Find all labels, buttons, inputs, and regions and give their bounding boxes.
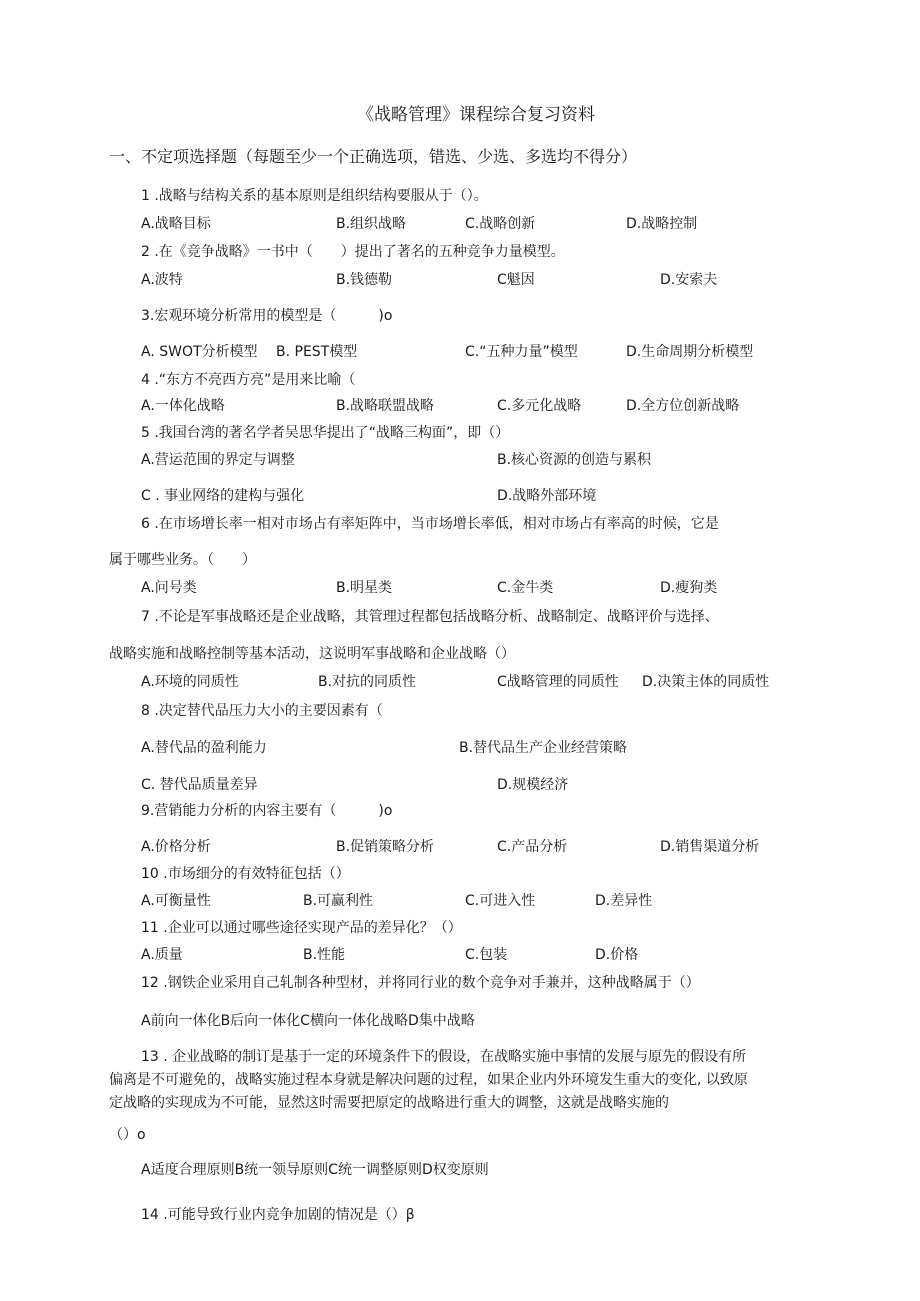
doc-title: 《战略管理》课程综合复习资料 xyxy=(357,105,595,125)
q2-option-b: B.钱德勒 xyxy=(336,272,393,288)
q7-option-b: B.对抗的同质性 xyxy=(318,674,417,690)
q9-option-b: B.促销策略分析 xyxy=(336,839,435,855)
q12-options: A前向一体化B后向一体化C横向一体化战略D集中战略 xyxy=(141,1013,475,1029)
q10-option-c: C.可进入性 xyxy=(465,893,536,909)
q9-option-c: C.产品分析 xyxy=(497,839,568,855)
question-6-stem-cont: 属于哪些业务。（ ） xyxy=(109,552,256,568)
question-10-stem: 10 .市场细分的有效特征包括（） xyxy=(141,866,350,882)
q10-option-d: D.差异性 xyxy=(595,893,653,909)
question-11-stem: 11 .企业可以通过哪些途径实现产品的差异化？（） xyxy=(141,920,462,936)
q11-option-d: D.价格 xyxy=(595,947,639,963)
q8-option-b: B.替代品生产企业经营策略 xyxy=(459,740,628,756)
question-8-stem: 8 .决定替代品压力大小的主要因素有（ xyxy=(141,703,383,719)
q3-option-c: C.“五种力量”模型 xyxy=(465,344,578,360)
q7-option-c: C战略管理的同质性 xyxy=(497,674,619,690)
question-9-stem: 9.营销能力分析的内容主要有（ )o xyxy=(141,803,393,819)
question-6-stem: 6 .在市场增长率一相对市场占有率矩阵中，当市场增长率低，相对市场占有率高的时候，它是 xyxy=(141,516,719,532)
q11-option-b: B.性能 xyxy=(303,947,346,963)
q1-option-a: A.战略目标 xyxy=(141,216,211,232)
q4-option-b: B.战略联盟战略 xyxy=(336,398,435,414)
q10-option-a: A.可衡量性 xyxy=(141,893,211,909)
q9-option-d: D.销售渠道分析 xyxy=(660,839,760,855)
section-heading: 一、不定项选择题（每题至少一个正确选项，错选、少选、多选均不得分） xyxy=(109,147,638,166)
q5-option-d: D.战略外部环境 xyxy=(497,488,597,504)
q8-option-d: D.规模经济 xyxy=(497,777,569,793)
question-2-stem: 2 .在《竞争战略》一书中（ ）提出了著名的五种竞争力量模型。 xyxy=(141,244,565,260)
question-12-stem: 12 .钢铁企业采用自己轧制各种型材，并将同行业的数个竞争对手兼并，这种战略属于（） xyxy=(141,975,700,991)
question-4-stem: 4 .“东方不亮西方亮”是用来比喻（ xyxy=(141,372,356,388)
q5-option-a: A.营运范围的界定与调整 xyxy=(141,452,295,468)
question-13-stem-cont2: 定战略的实现成为不可能，显然这时需要把原定的战略进行重大的调整，这就是战略实施的 xyxy=(109,1095,669,1111)
q11-option-c: C.包装 xyxy=(465,947,508,963)
q1-option-d: D.战略控制 xyxy=(626,216,698,232)
q13-options: A适度合理原则B统一领导原则C统一调整原则D权变原则 xyxy=(141,1162,489,1178)
question-14-stem: 14 .可能导致行业内竞争加剧的情况是（）β xyxy=(141,1207,415,1223)
q2-option-a: A.波特 xyxy=(141,272,183,288)
question-5-stem: 5 .我国台湾的著名学者吴思华提出了“战略三构面”，即（） xyxy=(141,425,510,441)
q6-option-b: B.明星类 xyxy=(336,580,393,596)
q1-option-c: C.战略创新 xyxy=(465,216,536,232)
q8-option-c: C. 替代品质量差异 xyxy=(141,777,258,793)
question-13-stem-cont3: （）o xyxy=(109,1127,146,1143)
question-3-stem: 3.宏观环境分析常用的模型是（ )o xyxy=(141,308,393,324)
q4-option-c: C.多元化战略 xyxy=(497,398,582,414)
q5-option-b: B.核心资源的创造与累积 xyxy=(497,452,652,468)
q3-option-b: B. PEST模型 xyxy=(276,344,358,360)
q2-option-c: C魁因 xyxy=(497,272,535,288)
q4-option-d: D.全方位创新战略 xyxy=(626,398,740,414)
q6-option-d: D.瘦狗类 xyxy=(660,580,718,596)
question-7-stem: 7 .不论是军事战略还是企业战略，其管理过程都包括战略分析、战略制定、战略评价与选择、 xyxy=(141,609,719,625)
q3-option-d: D.生命周期分析模型 xyxy=(626,344,754,360)
q7-option-a: A.环境的同质性 xyxy=(141,674,239,690)
q11-option-a: A.质量 xyxy=(141,947,183,963)
question-1-stem: 1 .战略与结构关系的基本原则是组织结构要服从于（）。 xyxy=(141,188,488,204)
question-13-stem: 13 . 企业战略的制订是基于一定的环境条件下的假设，在战略实施中事情的发展与原先的假设有所 xyxy=(141,1049,747,1065)
q9-option-a: A.价格分析 xyxy=(141,839,211,855)
q1-option-b: B.组织战略 xyxy=(336,216,407,232)
q8-option-a: A.替代品的盈利能力 xyxy=(141,740,267,756)
question-7-stem-cont: 战略实施和战略控制等基本活动，这说明军事战略和企业战略（） xyxy=(109,646,515,662)
q4-option-a: A.一体化战略 xyxy=(141,398,225,414)
q3-option-a: A. SWOT分析模型 xyxy=(141,344,258,360)
q2-option-d: D.安索夫 xyxy=(660,272,718,288)
q5-option-c: C . 事业网络的建构与强化 xyxy=(141,488,305,504)
q6-option-a: A.问号类 xyxy=(141,580,197,596)
question-13-stem-cont: 偏离是不可避免的，战略实施过程本身就是解决问题的过程，如果企业内外环境发生重大的变化, 以致原 xyxy=(109,1072,748,1088)
q10-option-b: B.可赢利性 xyxy=(303,893,374,909)
q7-option-d: D.决策主体的同质性 xyxy=(642,674,770,690)
q6-option-c: C.金牛类 xyxy=(497,580,554,596)
